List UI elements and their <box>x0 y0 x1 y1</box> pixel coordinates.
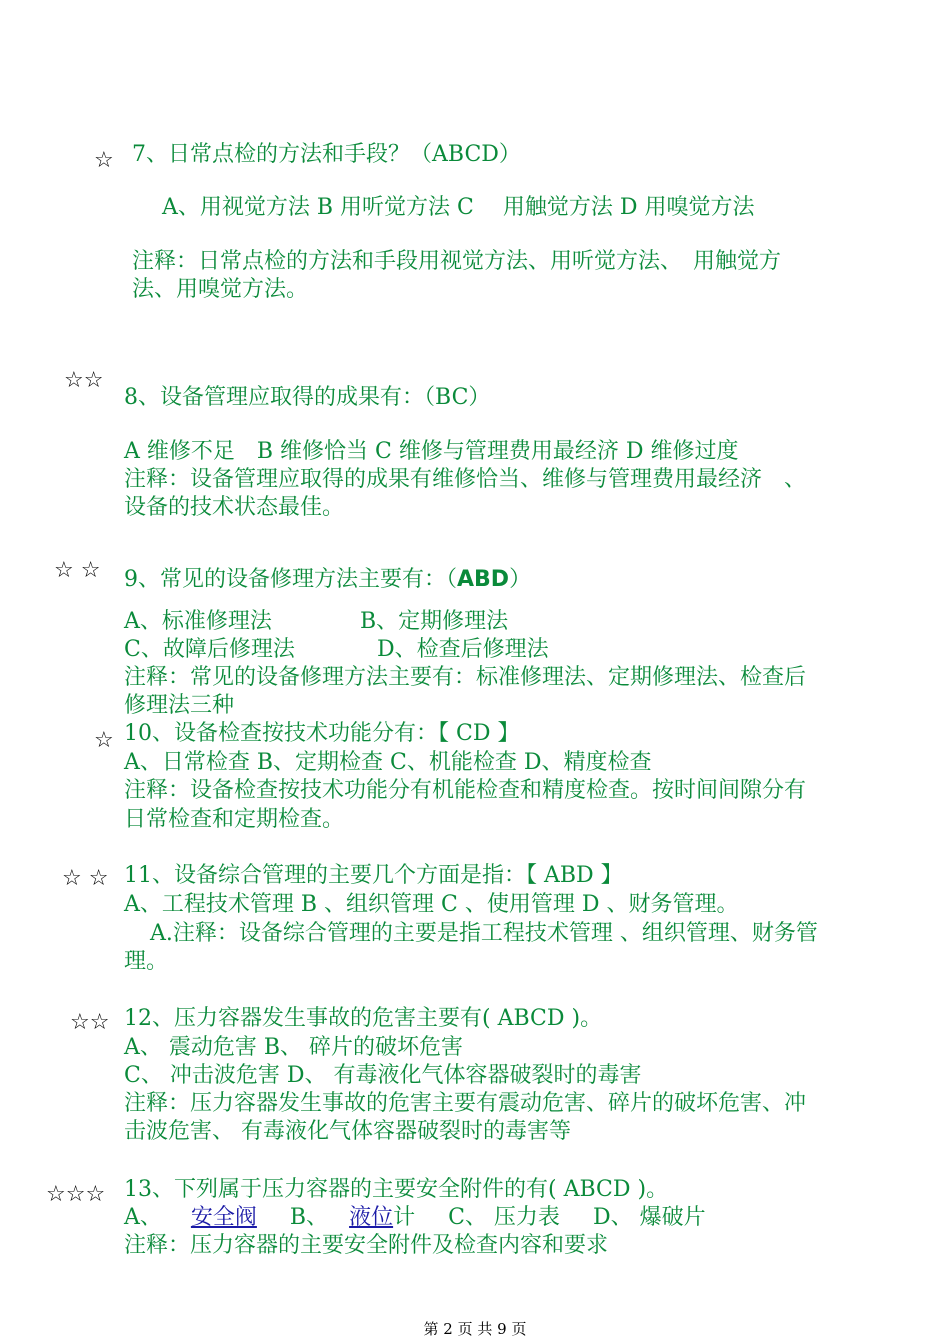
q13-star-rating: ☆☆☆ <box>46 1182 106 1207</box>
q13-option-a-prefix: A、 <box>124 1205 162 1230</box>
q12-options-line-1: A、 震动危害 B、 碎片的破坏危害 <box>124 1035 464 1060</box>
q10-note-line-1: 注释：设备检查按技术功能分有机能检查和精度检查。按时间间隙分有 <box>124 778 807 803</box>
page-footer: 第 2 页 共 9 页 <box>423 1320 527 1338</box>
q12-note-line-2: 击波危害、 有毒液化气体容器破裂时的毒害等 <box>124 1119 571 1144</box>
q11-note-line-1: A.注释：设备综合管理的主要是指工程技术管理 、组织管理、财务管 <box>150 921 818 946</box>
q13-note: 注释：压力容器的主要安全附件及检查内容和要求 <box>124 1233 609 1258</box>
q9-option-b: B、定期修理法 <box>360 609 509 634</box>
q13-question: 13、下列属于压力容器的主要安全附件的有( ABCD )。 <box>124 1177 669 1202</box>
q12-options-line-2: C、 冲击波危害 D、 有毒液化气体容器破裂时的毒害 <box>124 1063 642 1088</box>
q9-note-line-2: 修理法三种 <box>124 693 235 718</box>
q13-option-b-suffix: 计 <box>393 1205 416 1230</box>
q11-note-line-2: 理。 <box>124 949 169 974</box>
q11-options: A、工程技术管理 B 、组织管理 C 、使用管理 D 、财务管理。 <box>124 892 739 917</box>
q7-note-line-1: 注释：日常点检的方法和手段用视觉方法、用听觉方法、 用触觉方 <box>132 249 782 274</box>
q12-note-line-1: 注释：压力容器发生事故的危害主要有震动危害、碎片的破坏危害、冲 <box>124 1091 807 1116</box>
q13-options <box>124 1204 706 1232</box>
q9-answer: ABD <box>457 567 510 592</box>
q10-question: 10、设备检查按技术功能分有：【 CD 】 <box>124 721 520 746</box>
q11-star-rating: ☆ ☆ <box>62 866 109 891</box>
q8-star-rating: ☆☆ <box>64 368 104 393</box>
q11-question: 11、设备综合管理的主要几个方面是指：【 ABD 】 <box>124 863 623 888</box>
q13-option-d: D、 爆破片 <box>592 1205 706 1230</box>
q13-option-b-prefix: B、 <box>289 1205 329 1230</box>
q9-option-c: C、故障后修理法 <box>124 637 295 662</box>
q9-option-d: D、检查后修理法 <box>377 637 549 662</box>
q9-note-line-1: 注释：常见的设备修理方法主要有：标准修理法、定期修理法、检查后 <box>124 665 807 690</box>
q9-question <box>124 566 531 594</box>
q13-option-a-link[interactable]: 安全阀 <box>190 1205 257 1230</box>
q12-question: 12、压力容器发生事故的危害主要有( ABCD )。 <box>124 1006 603 1031</box>
q8-options: A 维修不足 B 维修恰当 C 维修与管理费用最经济 D 维修过度 <box>124 439 739 464</box>
q10-note-line-2: 日常检查和定期检查。 <box>124 807 345 832</box>
q13-option-c: C、 压力表 <box>448 1205 560 1230</box>
q7-options: A、用视觉方法 B 用听觉方法 C 用触觉方法 D 用嗅觉方法 <box>162 195 755 220</box>
q9-star-rating: ☆ ☆ <box>54 558 101 583</box>
q8-note-line-1: 注释：设备管理应取得的成果有维修恰当、维修与管理费用最经济 、 <box>124 467 807 492</box>
q7-question: 7、日常点检的方法和手段？（ABCD） <box>132 142 521 167</box>
q12-star-rating: ☆☆ <box>70 1010 110 1035</box>
q9-close: ） <box>509 567 532 592</box>
q10-options: A、日常检查 B、定期检查 C、机能检查 D、精度检查 <box>124 750 652 775</box>
q8-note-line-2: 设备的技术状态最佳。 <box>124 495 345 520</box>
q9-question-text: 9、常见的设备修理方法主要有：（ <box>124 567 457 592</box>
q13-option-b-link[interactable]: 液位 <box>349 1205 394 1230</box>
q7-star-rating: ☆ <box>94 148 114 173</box>
q10-star-rating: ☆ <box>94 728 114 753</box>
q8-question: 8、设备管理应取得的成果有：（BC） <box>124 385 491 410</box>
q7-note-line-2: 法、用嗅觉方法。 <box>132 277 309 302</box>
q9-option-a: A、标准修理法 <box>124 609 272 634</box>
